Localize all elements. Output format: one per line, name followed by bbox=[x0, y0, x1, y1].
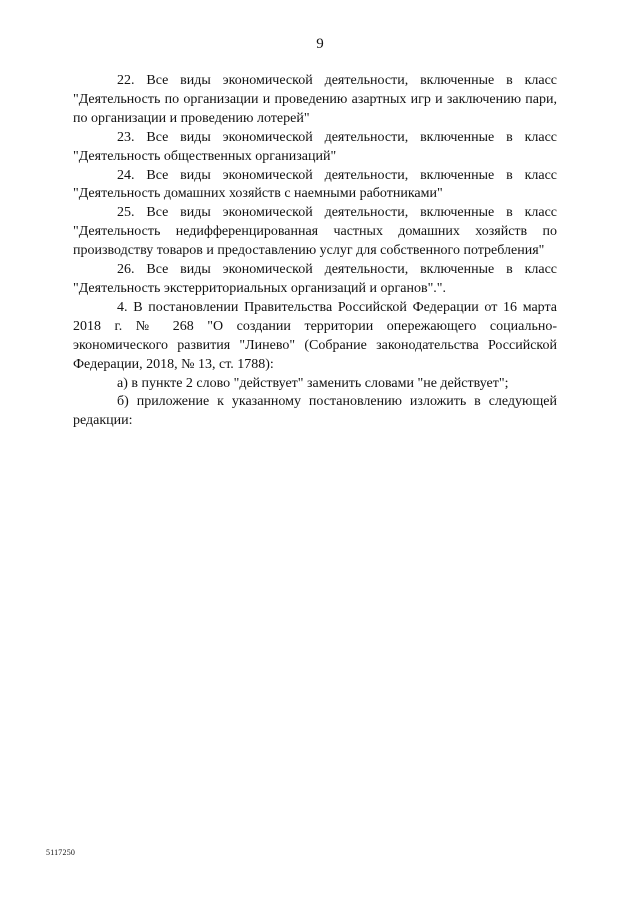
document-code: 5117250 bbox=[46, 848, 76, 857]
paragraph-item-25: 25. Все виды экономической деятельности, включенные в класс "Деятельность недифференцированная частных домашних хозяйств по производству товаров и предоставлению услуг для собственного потребления" bbox=[73, 205, 557, 259]
paragraph-item-23: 23. Все виды экономической деятельности, включенные в класс "Деятельность общественных организаций" bbox=[73, 129, 557, 164]
paragraph-section-4: 4. В постановлении Правительства Российской Федерации от 16 марта 2018 г. № 268 "О создании территории опережающего социально-экономического развития "Линево" (Собрание законодательства Российской Федерации, 2018, № 13, ст. 1788): bbox=[73, 299, 557, 372]
document-body bbox=[73, 72, 557, 431]
page-number: 9 bbox=[316, 36, 324, 52]
paragraph-item-26: 26. Все виды экономической деятельности, включенные в класс "Деятельность экстерриториальных организаций и органов".". bbox=[73, 262, 557, 296]
paragraph-subitem-a: а) в пункте 2 слово "действует" заменить словами "не действует"; bbox=[117, 375, 509, 391]
paragraph-item-22: 22. Все виды экономической деятельности, включенные в класс "Деятельность по организации и проведению азартных игр и заключению пари, по организации и проведению лотерей" bbox=[73, 73, 557, 126]
paragraph-item-24: 24. Все виды экономической деятельности, включенные в класс "Деятельность домашних хозяйств с наемными работниками" bbox=[73, 167, 557, 202]
paragraph-subitem-b: б) приложение к указанному постановлению изложить в следующей редакции: bbox=[73, 394, 557, 429]
